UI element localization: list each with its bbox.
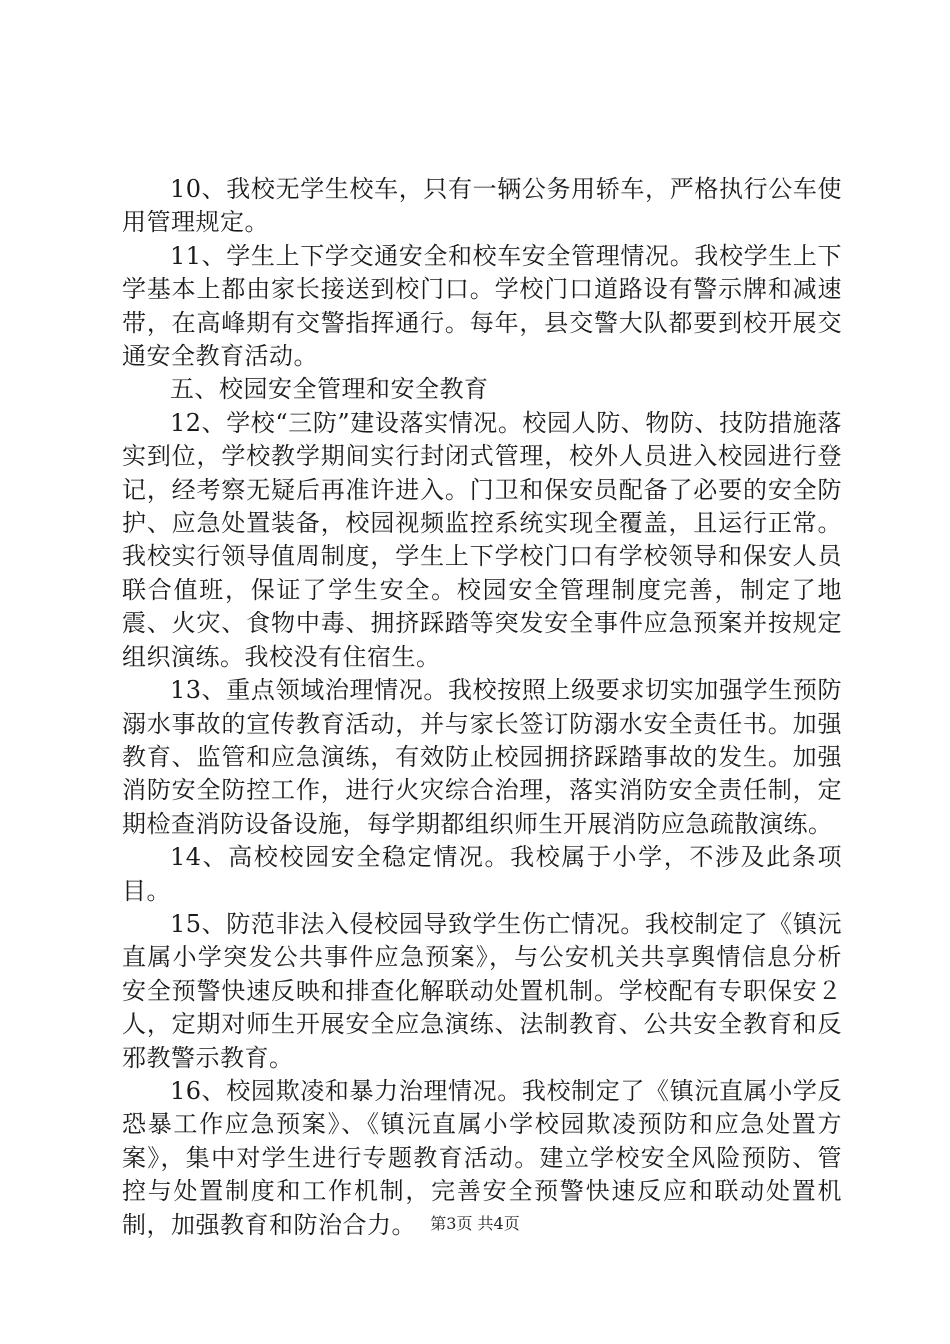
paragraph-item-16: 16、校园欺凌和暴力治理情况。我校制定了《镇沅直属小学反恐暴工作应急预案》、《镇沅直属小学校园欺凌预防和应急处置方案》，集中对学生进行专题教育活动。建立学校安全风险预防、管控与处置制度和工作机制，完善安全预警快速反应和联动处置机制，加强教育和防治合力。 [122, 1076, 842, 1239]
paragraph-item-14: 14、高校校园安全稳定情况。我校属于小学，不涉及此条项目。 [122, 843, 842, 905]
paragraph-item-10: 10、我校无学生校车，只有一辆公务用轿车，严格执行公车使用管理规定。 [122, 175, 842, 237]
section-heading: 五、校园安全管理和安全教育 [170, 375, 489, 404]
document-body [122, 173, 842, 1242]
paragraph-item-11: 11、学生上下学交通安全和校车安全管理情况。我校学生上下学基本上都由家长接送到校门口。学校门口道路设有警示牌和减速带，在高峰期有交警指挥通行。每年，县交警大队都要到校开展交通安全教育活动。 [122, 241, 842, 371]
paragraph-item-15: 15、防范非法入侵校园导致学生伤亡情况。我校制定了《镇沅直属小学突发公共事件应急预案》，与公安机关共享舆情信息分析安全预警快速反映和排查化解联动处置机制。学校配有专职保安２人，定期对师生开展安全应急演练、法制教育、公共安全教育和反邪教警示教育。 [122, 909, 842, 1072]
paragraph-item-13: 13、重点领域治理情况。我校按照上级要求切实加强学生预防溺水事故的宣传教育活动，并与家长签订防溺水安全责任书。加强教育、监管和应急演练，有效防止校园拥挤踩踏事故的发生。加强消防安全防控工作，进行火灾综合治理，落实消防安全责任制，定期检查消防设备设施，每学期都组织师生开展消防应急疏散演练。 [122, 676, 842, 838]
paragraph-item-12: 12、学校“三防”建设落实情况。校园人防、物防、技防措施落实到位，学校教学期间实行封闭式管理，校外人员进入校园进行登记，经考察无疑后再准许进入。门卫和保安员配备了必要的安全防护、应急处置装备，校园视频监控系统实现全覆盖，且运行正常。我校实行领导值周制度，学生上下学校门口有学校领导和保安人员联合值班，保证了学生安全。校园安全管理制度完善，制定了地震、火灾、食物中毒、拥挤踩踏等突发安全事件应急预案并按规定组织演练。我校没有住宿生。 [122, 408, 842, 671]
page-number-footer: 第3页 共4页 [430, 1214, 520, 1233]
